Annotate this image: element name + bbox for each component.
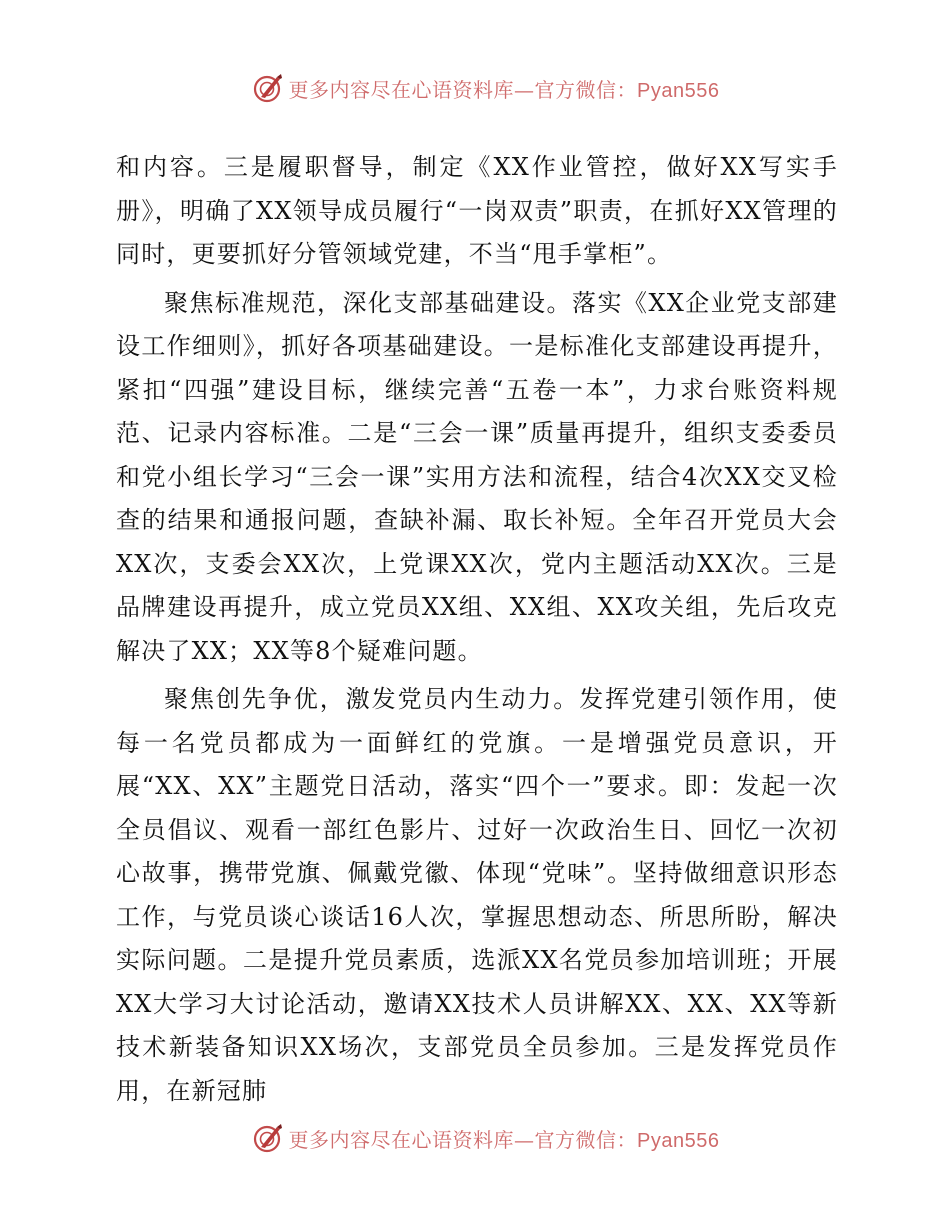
- brush-logo-icon: [251, 1121, 285, 1155]
- document-body: [116, 146, 838, 1118]
- footer-banner-text-cn: 更多内容尽在心语资料库—官方微信：: [288, 1127, 638, 1152]
- header-banner-text: [289, 74, 720, 103]
- paragraph-continued: 和内容。三是履职督导，制定《XX作业管控，做好XX写实手册》，明确了XX领导成员履行“一岗双责”职责，在抓好XX管理的同时，更要抓好分管领域党建，不当“甩手掌柜”。: [116, 153, 838, 268]
- footer-banner-text-latin: Pyan556: [637, 1129, 720, 1152]
- footer-banner-inner: [251, 1121, 720, 1155]
- header-banner-text-latin: Pyan556: [637, 79, 720, 102]
- paragraph-standards: 聚焦标准规范，深化支部基础建设。落实《XX企业党支部建设工作细则》，抓好各项基础建设。一是标准化支部建设再提升，紧扣“四强”建设目标，继续完善“五卷一本”，力求台账资料规范、记录内容标准。二是“三会一课”质量再提升，组织支委委员和党小组长学习“三会一课”实用方法和流程，结合4次XX交叉检查的结果和通报问题，查缺补漏、取长补短。全年召开党员大会XX次，支委会XX次，上党课XX次，党内主题活动XX次。三是品牌建设再提升，成立党员XX组、XX组、XX攻关组，先后攻克解决了XX；XX等8个疑难问题。: [116, 288, 838, 665]
- header-banner-text-cn: 更多内容尽在心语资料库—官方微信：: [288, 77, 638, 102]
- paragraph-excellence: 聚焦创先争优，激发党员内生动力。发挥党建引领作用，使每一名党员都成为一面鲜红的党旗。一是增强党员意识，开展“XX、XX”主题党日活动，落实“四个一”要求。即：发起一次全员倡议、观看一部红色影片、过好一次政治生日、回忆一次初心故事，携带党旗、佩戴党徽、体现“党味”。坚持做细意识形态工作，与党员谈心谈话16人次，掌握思想动态、所思所盼，解决实际问题。二是提升党员素质，选派XX名党员参加培训班；开展XX大学习大讨论活动，邀请XX技术人员讲解XX、XX、XX等新技术新装备知识XX场次，支部党员全员参加。三是发挥党员作用，在新冠肺: [116, 685, 838, 1105]
- header-banner-inner: [251, 71, 720, 105]
- footer-banner: [0, 1118, 950, 1158]
- header-banner: [0, 68, 950, 108]
- footer-banner-text: [289, 1124, 720, 1153]
- brush-logo-icon: [251, 71, 285, 105]
